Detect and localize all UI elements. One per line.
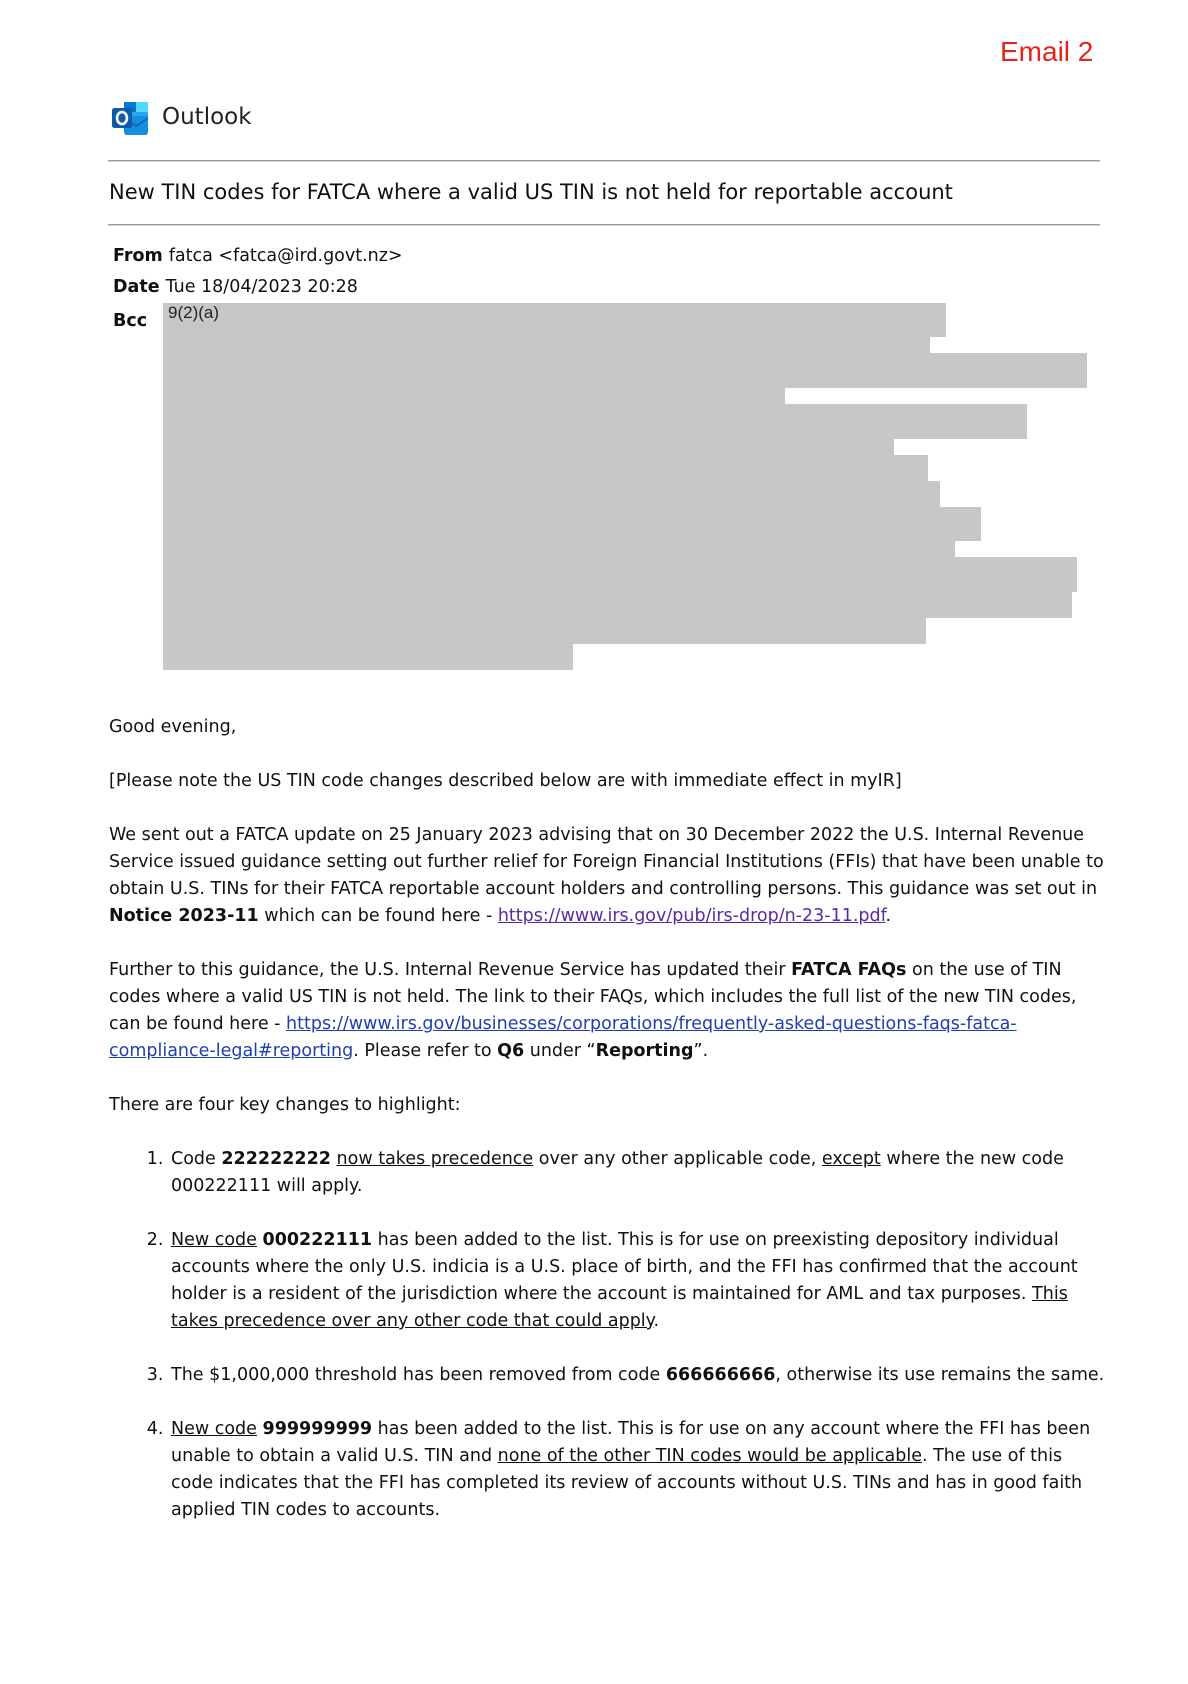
text: , otherwise its use remains the same.	[775, 1365, 1105, 1385]
key-changes-list	[109, 1146, 1109, 1524]
text: has been added to the list. This is for use on any account where the FFI has been unable to obtain a valid U.S. TIN and	[171, 1419, 1091, 1466]
question-ref: Q6	[497, 1041, 525, 1061]
redaction-block	[163, 557, 1077, 592]
redaction-block	[163, 387, 785, 405]
redaction-block	[163, 336, 930, 354]
tin-code: 666666666	[665, 1365, 776, 1385]
redaction-block	[163, 591, 1072, 618]
outlook-icon	[110, 98, 150, 138]
top-divider	[108, 160, 1100, 161]
emphasis: This takes precedence over any other code that could apply	[171, 1284, 1068, 1331]
text: ”.	[693, 1041, 709, 1061]
app-name: Outlook	[162, 104, 252, 130]
date-label: Date	[113, 277, 160, 297]
irs-notice-link[interactable]: https://www.irs.gov/pub/irs-drop/n-23-11.pdf	[497, 906, 886, 926]
emphasis: except	[821, 1149, 881, 1169]
email-body	[109, 714, 1109, 1551]
redaction-block	[163, 617, 926, 644]
paragraph-faqs	[109, 957, 1109, 1065]
redaction-block	[163, 438, 894, 456]
redaction-block	[163, 303, 946, 337]
immediate-effect-note: [Please note the US TIN code changes described below are with immediate effect in myIR]	[109, 771, 902, 791]
emphasis: New code	[171, 1230, 257, 1250]
text: under “	[524, 1041, 596, 1061]
tin-code: 999999999	[262, 1419, 373, 1439]
redaction-block	[163, 404, 1027, 439]
section-ref: Reporting	[595, 1041, 694, 1061]
paragraph-notice	[109, 822, 1109, 930]
text: has been added to the list. This is for use on preexisting depository individual accounts where the only U.S. indicia is a U.S. place of birth, and the FFI has confirmed that the account holder is a resident of the jurisdiction where the account is maintained for AML and tax purposes.	[171, 1230, 1078, 1304]
emphasis: New code	[171, 1419, 257, 1439]
tin-code: 000222111	[262, 1230, 373, 1250]
text: over any other applicable code,	[533, 1149, 822, 1169]
tin-code: 222222222	[221, 1149, 331, 1169]
text: Code	[171, 1149, 222, 1169]
from-label: From	[113, 246, 163, 266]
text: .	[885, 906, 892, 926]
date-value: Tue 18/04/2023 20:28	[165, 277, 358, 297]
email-number-stamp: Email 2	[1000, 36, 1094, 67]
redaction-block	[163, 353, 1087, 388]
text: The $1,000,000 threshold has been removed from code	[171, 1365, 666, 1385]
header-from	[113, 246, 403, 266]
subject-divider	[108, 224, 1100, 225]
emphasis: now takes precedence	[336, 1149, 534, 1169]
greeting: Good evening,	[109, 717, 237, 737]
text: Further to this guidance, the U.S. Internal Revenue Service has updated their	[109, 960, 792, 980]
from-value: fatca <fatca@ird.govt.nz>	[168, 246, 403, 266]
text: where the new code 000222111 will apply.	[171, 1149, 1064, 1196]
list-item	[169, 1227, 1109, 1335]
redaction-block	[163, 540, 955, 558]
text: .	[653, 1311, 660, 1331]
emphasis: none of the other TIN codes would be applicable	[497, 1446, 922, 1466]
list-item	[169, 1146, 1109, 1200]
redaction-block	[163, 643, 573, 670]
redaction-block	[163, 481, 940, 508]
text: . Please refer to	[353, 1041, 498, 1061]
email-subject: New TIN codes for FATCA where a valid US TIN is not held for reportable account	[109, 180, 953, 204]
notice-name: Notice 2023-11	[109, 906, 259, 926]
header-bcc	[113, 311, 153, 331]
redaction-label: 9(2)(a)	[168, 303, 220, 322]
text: which can be found here -	[258, 906, 498, 926]
irs-faqs-link[interactable]: https://www.irs.gov/businesses/corporations/frequently-asked-questions-faqs-fatca-compliance-legal#reporting	[109, 1014, 1017, 1061]
text: We sent out a FATCA update on 25 January 2023 advising that on 30 December 2022 the U.S. Internal Revenue Service issued guidance setting out further relief for Foreign Financial Institutions (FFIs) that have been unable to obtain U.S. TINs for their FATCA reportable account holders and controlling persons. This guidance was set out in	[109, 825, 1104, 899]
redaction-block	[163, 507, 981, 541]
list-item	[169, 1362, 1109, 1389]
bcc-label: Bcc	[113, 311, 148, 331]
changes-intro: There are four key changes to highlight:	[109, 1095, 461, 1115]
faqs-name: FATCA FAQs	[791, 960, 907, 980]
header-date	[113, 277, 358, 297]
text: . The use of this code indicates that the FFI has completed its review of accounts without U.S. TINs and has in good faith applied TIN codes to accounts.	[171, 1446, 1083, 1520]
text: on the use of TIN codes where a valid US TIN is not held. The link to their FAQs, which includes the full list of the new TIN codes, can be found here -	[109, 960, 1077, 1034]
redaction-block	[163, 455, 928, 482]
list-item	[169, 1416, 1109, 1524]
